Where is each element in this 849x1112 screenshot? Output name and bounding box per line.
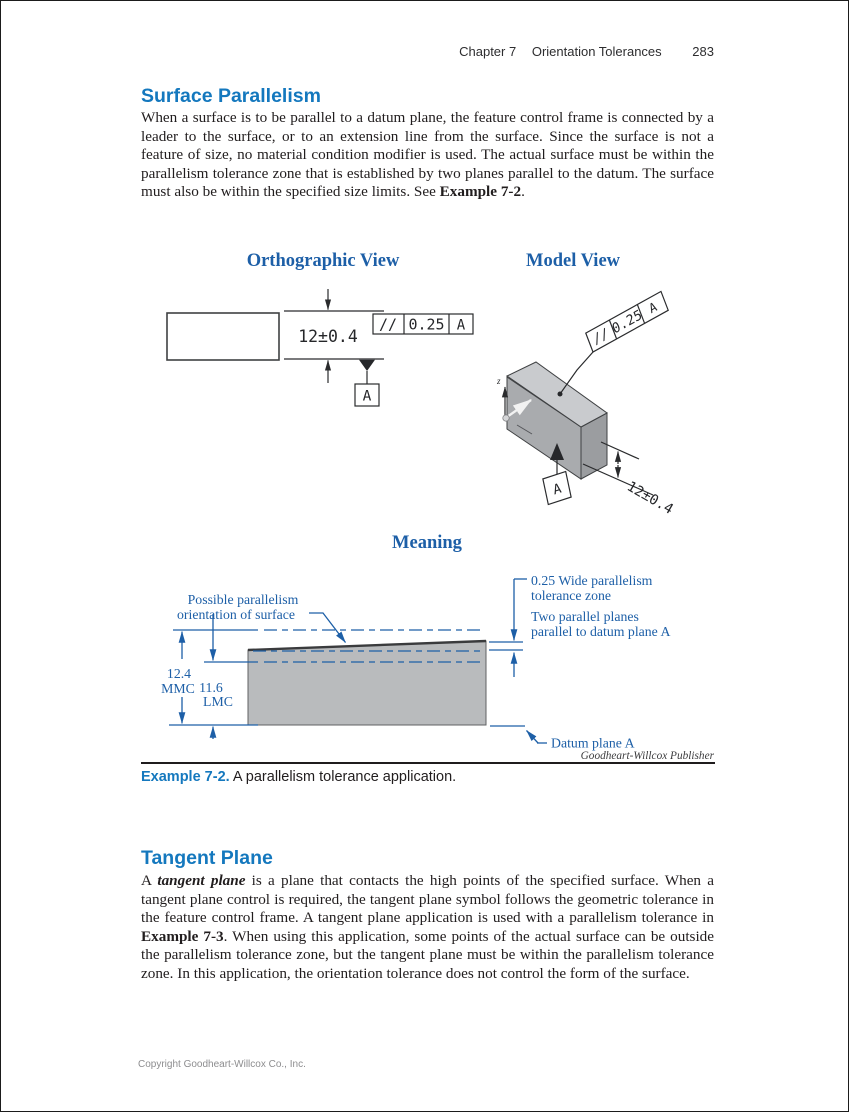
running-head-section: Orientation Tolerances bbox=[531, 44, 662, 59]
caption-label: Example 7-2. bbox=[141, 769, 230, 785]
ortho-dimension-text: 12±0.4 bbox=[298, 327, 358, 346]
fcf-tolerance-value: 0.25 bbox=[610, 306, 645, 338]
label-meaning: Meaning bbox=[392, 533, 462, 553]
copyright-notice: Copyright Goodheart-Willcox Co., Inc. bbox=[138, 1059, 306, 1070]
part-outline bbox=[167, 313, 279, 360]
lmc-dimension bbox=[199, 614, 233, 739]
page-number: 283 bbox=[692, 44, 714, 59]
lmc-value: 11.6 bbox=[199, 680, 223, 695]
fcf-datum-reference: A bbox=[646, 298, 659, 317]
figure-caption bbox=[141, 769, 715, 785]
mmc-dimension bbox=[161, 632, 195, 724]
datum-plane-label: Datum plane A bbox=[551, 735, 635, 751]
part-cross-section bbox=[248, 641, 486, 725]
heading-surface-parallelism: Surface Parallelism bbox=[141, 85, 321, 107]
model-dimension-text: 12±0.4 bbox=[624, 478, 676, 518]
datum-triangle bbox=[359, 360, 375, 371]
publisher-credit: Goodheart-Willcox Publisher bbox=[580, 750, 714, 762]
running-head bbox=[1, 44, 714, 59]
annotation-line: tolerance zone bbox=[531, 588, 612, 603]
annotation-line: Possible parallelism bbox=[187, 592, 299, 607]
meaning-diagram bbox=[141, 566, 741, 766]
heading-tangent-plane: Tangent Plane bbox=[141, 847, 273, 869]
fcf-datum-reference: A bbox=[456, 317, 466, 334]
model-feature-control-frame bbox=[586, 291, 668, 352]
leader-arrow bbox=[309, 613, 346, 643]
caption-text: A parallelism tolerance application. bbox=[229, 769, 457, 785]
possible-orientation-annotation bbox=[177, 592, 346, 643]
parallelism-symbol: // bbox=[590, 325, 611, 349]
feature-control-frame bbox=[373, 314, 473, 334]
annotation-line: Two parallel planes bbox=[531, 609, 639, 624]
fcf-tolerance-value: 0.25 bbox=[408, 315, 445, 334]
model-view-drawing bbox=[489, 286, 701, 531]
annotation-line: 0.25 Wide parallelism bbox=[531, 573, 653, 588]
label-model-view: Model View bbox=[525, 251, 621, 271]
annotation-line: orientation of surface bbox=[177, 607, 295, 622]
running-head-chapter: Chapter 7 bbox=[459, 44, 517, 59]
mmc-label: MMC bbox=[161, 681, 195, 696]
parallelism-symbol: // bbox=[378, 315, 398, 334]
leader-dot bbox=[558, 392, 563, 397]
z-axis-label: z bbox=[497, 376, 501, 386]
lmc-label: LMC bbox=[203, 694, 233, 709]
datum-feature-symbol bbox=[355, 360, 379, 406]
datum-plane-annotation bbox=[527, 731, 635, 751]
caption-rule bbox=[141, 762, 715, 764]
label-orthographic-view: Orthographic View bbox=[246, 251, 400, 271]
mmc-value: 12.4 bbox=[166, 666, 192, 681]
orthographic-view-drawing bbox=[151, 281, 481, 413]
datum-letter: A bbox=[551, 480, 563, 499]
datum-letter: A bbox=[362, 388, 372, 405]
tolerance-zone-annotation bbox=[514, 573, 670, 677]
annotation-line: parallel to datum plane A bbox=[531, 624, 671, 639]
triad-origin bbox=[503, 415, 509, 421]
paragraph-tangent-plane: A tangent plane is a plane that contacts the high points of the specified surface. When a tangent plane control is required, the tangent plane symbol follows the geometric tolerance in the feature control frame. A tangent plane application is used with a parallelism tolerance in Example 7-3. When using this application, some points of the actual surface can be outside the parallelism tolerance zone, but the tangent plane must be within the parallelism tolerance zone. In this application, the orientation tolerance does not control the form of the surface. bbox=[141, 872, 715, 982]
paragraph-surface-parallelism: When a surface is to be parallel to a datum plane, the feature control frame is connected by a leader to the surface, or to an extension line from the surface. Since the surface is not a feature of size, no material condition modifier is used. The actual surface must be within the parallelism tolerance zone that is established by two planes parallel to the datum. The surface must also be within the specified size limits. See Example 7-2. bbox=[141, 109, 714, 201]
